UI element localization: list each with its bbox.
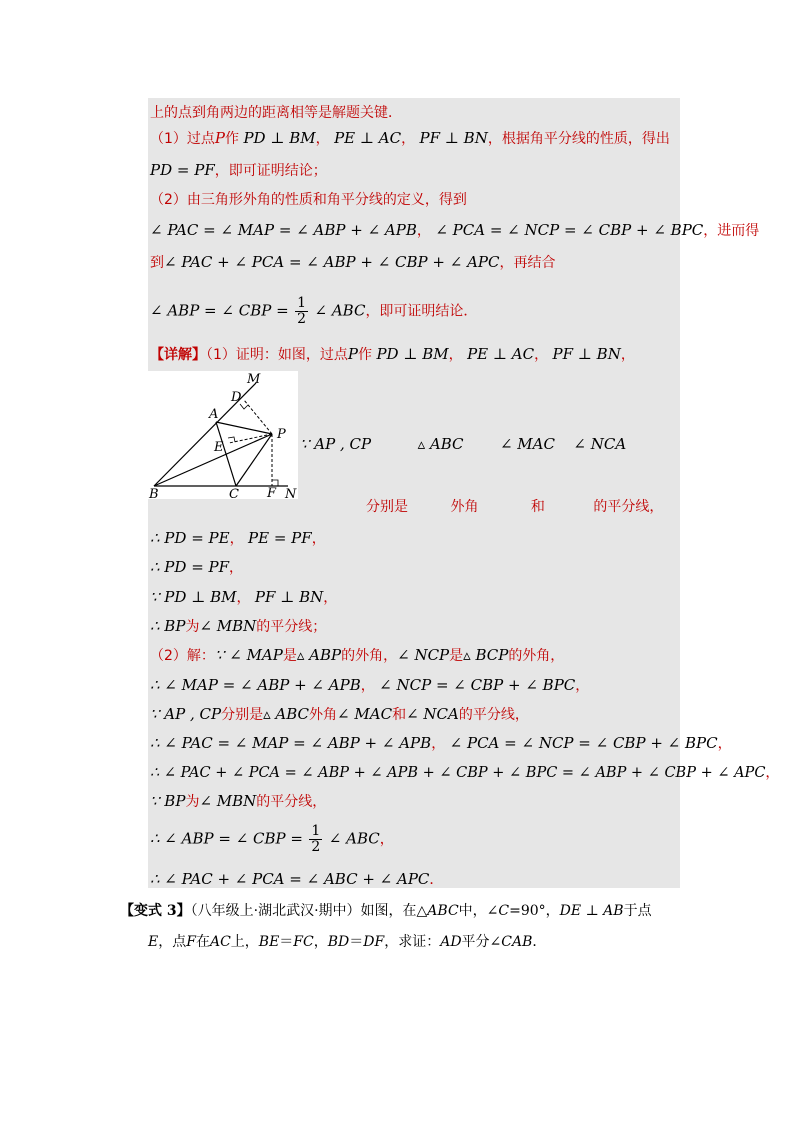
analysis-line-0: 上的点到角两边的距离相等是解题关键． xyxy=(150,105,402,121)
solution-line-11: ∴ ∠ PAC + ∠ PCA = ∠ ABP + ∠ APB + ∠ CBP + ∠ BPC = ∠ ABP + ∠ CBP + ∠ APC， xyxy=(150,765,780,781)
fraction-one-half: $\frac{1}{2}$ xyxy=(311,823,321,855)
label-B: B xyxy=(149,487,159,499)
analysis-line-3: （2）由三角形外角的性质和角平分线的定义，得到 xyxy=(150,192,467,208)
solution-line-4: ∴ PD = PF， xyxy=(150,558,244,576)
solution-line-9: ∵ AP , CP分别是▵ ABC外角∠ MAC和∠ NCA的平分线， xyxy=(150,705,529,723)
analysis-line-4: ∠ PAC = ∠ MAP = ∠ ABP + ∠ APB， ∠ PCA = ∠ NCP = ∠ CBP + ∠ BPC，进而得 xyxy=(150,221,760,239)
solution-line-14: ∴ ∠ PAC + ∠ PCA = ∠ ABC + ∠ APC． xyxy=(150,870,444,888)
analysis-line-6: ∠ ABP = ∠ CBP = $\frac{1}{2}$ ∠ ABC，即可证明结论． xyxy=(150,295,478,327)
analysis-line-1: （1）过点P作 PD ⊥ BM， PE ⊥ AC， PF ⊥ BN，根据角平分线的性质，得出 xyxy=(150,129,670,147)
question-line-1: 【变式 3】（八年级上·湖北武汉·期中）如图，在△ABC中，∠C=90°，DE ⊥ AB于点 xyxy=(120,903,652,919)
solution-line-10: ∴ ∠ PAC = ∠ MAP = ∠ ABP + ∠ APB， ∠ PCA = ∠ NCP = ∠ CBP + ∠ BPC， xyxy=(150,734,732,752)
solution-line-2: 分别是 外角 和 的平分线， xyxy=(366,499,664,515)
solution-line-8: ∴ ∠ MAP = ∠ ABP + ∠ APB， ∠ NCP = ∠ CBP + ∠ BPC， xyxy=(150,676,590,694)
label-F: F xyxy=(267,486,277,499)
analysis-line-2: PD = PF，即可证明结论； xyxy=(150,161,327,179)
solution-line-1: ∵ AP , CP ▵ ABC ∠ MAC ∠ NCA xyxy=(300,435,627,453)
solution-line-6: ∴ BP为∠ MBN的平分线； xyxy=(150,617,327,635)
question-line-2: E，点F在AC上，BE＝FC，BD＝DF，求证：AD平分∠CAB． xyxy=(148,934,547,950)
solution-line-3: ∴ PD = PE， PE = PF， xyxy=(150,529,326,547)
fraction-one-half: $\frac{1}{2}$ xyxy=(297,295,307,327)
label-A: A xyxy=(209,407,219,422)
geometry-diagram xyxy=(148,371,298,499)
solution-line-0: 【详解】（1）证明：如图，过点P作 PD ⊥ BM， PE ⊥ AC， PF ⊥ BN， xyxy=(150,345,635,363)
label-P: P xyxy=(277,427,286,442)
solution-line-12: ∵ BP为∠ MBN的平分线， xyxy=(150,792,327,810)
label-N: N xyxy=(285,487,297,499)
geometry-figure xyxy=(148,371,298,499)
solution-line-5: ∵ PD ⊥ BM， PF ⊥ BN， xyxy=(150,588,338,606)
analysis-line-5: 到∠ PAC + ∠ PCA = ∠ ABP + ∠ CBP + ∠ APC，再结合 xyxy=(150,253,556,271)
solution-line-7: （2）解：∵ ∠ MAP是▵ ABP的外角，∠ NCP是▵ BCP的外角， xyxy=(150,646,565,664)
label-M: M xyxy=(247,372,261,387)
label-E: E xyxy=(214,440,224,455)
label-C: C xyxy=(229,487,239,499)
solution-line-13: ∴ ∠ ABP = ∠ CBP = $\frac{1}{2}$ ∠ ABC， xyxy=(150,823,394,855)
label-D: D xyxy=(231,390,242,405)
